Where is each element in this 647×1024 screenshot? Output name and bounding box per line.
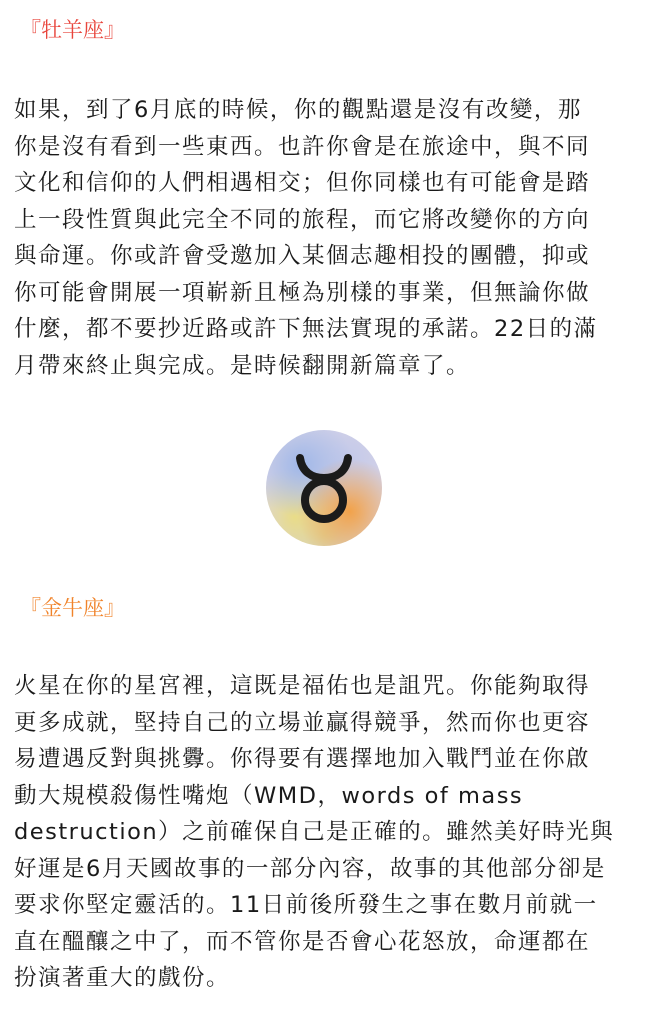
text-line: 如果，到了6月底的時候，你的觀點還是沒有改變，那	[14, 97, 582, 123]
text-line: 文化和信仰的人們相遇相交；但你同樣也有可能會是踏	[14, 170, 591, 196]
text-line: destruction）之前確保自己是正確的。雖然美好時光與	[14, 819, 615, 845]
text-line: 更多成就，堅持自己的立場並贏得競爭，然而你也更容	[14, 709, 591, 736]
section-heading-aries: 『牡羊座』	[20, 18, 125, 42]
text-line: 上一段性質與此完全不同的旅程，而它將改變你的方向	[14, 206, 591, 233]
text-line: 扮演著重大的戲份。	[14, 965, 231, 991]
text-line: 好運是6月天國故事的一部分內容，故事的其他部分卻是	[14, 855, 606, 882]
text-line: 易遭遇反對與挑釁。你得要有選擇地加入戰鬥並在你啟	[14, 746, 591, 772]
horoscope-text-taurus	[14, 668, 634, 997]
text-line: 與命運。你或許會受邀加入某個志趣相投的團體，抑或	[14, 243, 591, 269]
text-line: 要求你堅定靈活的。11日前後所發生之事在數月前就一	[14, 892, 598, 918]
taurus-symbol-icon	[266, 430, 382, 546]
text-line: 火星在你的星宮裡，這既是福佑也是詛咒。你能夠取得	[14, 673, 591, 699]
text-line: 直在醞釀之中了，而不管你是否會心花怒放，命運都在	[14, 928, 591, 955]
text-line: 動大規模殺傷性嘴炮（WMD，words of mass	[14, 782, 524, 809]
text-line: 什麼，都不要抄近路或許下無法實現的承諾。22日的滿	[14, 316, 598, 342]
text-line: 你可能會開展一項嶄新且極為別樣的事業，但無論你做	[14, 279, 591, 306]
section-heading-taurus: 『金牛座』	[20, 596, 125, 620]
taurus-emblem	[266, 430, 382, 546]
text-line: 你是沒有看到一些東西。也許你會是在旅途中，與不同	[14, 133, 591, 160]
horoscope-text-aries	[14, 92, 634, 384]
text-line: 月帶來終止與完成。是時候翻開新篇章了。	[14, 352, 471, 379]
